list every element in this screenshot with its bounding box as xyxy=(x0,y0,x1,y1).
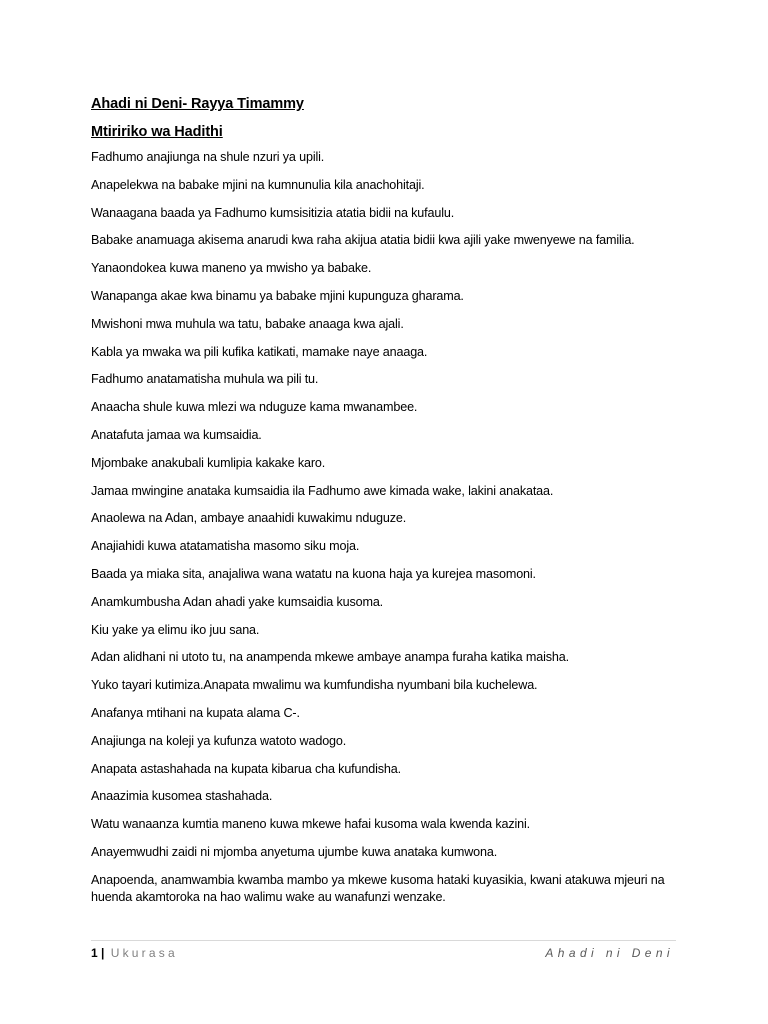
page-footer xyxy=(91,940,676,965)
summary-line: Mwishoni mwa muhula wa tatu, babake anaaga kwa ajali. xyxy=(91,316,404,331)
summary-line: Anaazimia kusomea stashahada. xyxy=(91,789,273,804)
plot-summary-list xyxy=(91,149,681,906)
summary-line: Kabla ya mwaka wa pili kufika katikati, mamake naye anaaga. xyxy=(91,344,428,359)
summary-line: Wanapanga akae kwa binamu ya babake mjini kupunguza gharama. xyxy=(91,288,464,303)
summary-line: Anatafuta jamaa wa kumsaidia. xyxy=(91,427,262,442)
document-body xyxy=(91,93,681,917)
summary-line: Anajiunga na koleji ya kufunza watoto wadogo. xyxy=(91,733,347,748)
document-title: Ahadi ni Deni- Rayya Timammy xyxy=(91,96,304,112)
summary-line: Babake anamuaga akisema anarudi kwa raha akijua atatia bidii kwa ajili yake mwenyewe na familia. xyxy=(91,233,635,248)
footer-separator: | xyxy=(101,946,105,960)
summary-line: Anapelekwa na babake mjini na kumnunulia kila anachohitaji. xyxy=(91,177,425,192)
summary-line: Jamaa mwingine anataka kumsaidia ila Fadhumo awe kimada wake, lakini anakataa. xyxy=(91,483,554,498)
page-label: Ukurasa xyxy=(110,946,178,960)
summary-line: Fadhumo anajiunga na shule nzuri ya upili. xyxy=(91,150,325,164)
summary-line: Anapoenda, anamwambia kwamba mambo ya mkewe kusoma hataki kuyasikia, kwani atakuwa mjeuri na huenda akamtoroka na hao walimu wake au wanafunzi wenzake. xyxy=(91,872,665,904)
summary-line: Yuko tayari kutimiza.Anapata mwalimu wa kumfundisha nyumbani bila kuchelewa. xyxy=(91,678,538,693)
summary-line: Anamkumbusha Adan ahadi yake kumsaidia kusoma. xyxy=(91,594,384,609)
page-number: 1 xyxy=(91,946,98,960)
summary-line: Yanaondokea kuwa maneno ya mwisho ya babake. xyxy=(91,261,372,276)
summary-line: Anapata astashahada na kupata kibarua cha kufundisha. xyxy=(91,761,401,776)
footer-page-info xyxy=(91,945,178,961)
summary-line: Adan alidhani ni utoto tu, na anampenda mkewe ambaye anampa furaha katika maisha. xyxy=(91,650,569,665)
summary-line: Baada ya miaka sita, anajaliwa wana watatu na kuona haja ya kurejea masomoni. xyxy=(91,566,536,581)
summary-line: Mjombake anakubali kumlipia kakake karo. xyxy=(91,455,326,470)
summary-line: Anafanya mtihani na kupata alama C-. xyxy=(91,705,300,720)
running-title: Ahadi ni Deni xyxy=(545,946,674,960)
summary-line: Fadhumo anatamatisha muhula wa pili tu. xyxy=(91,372,319,387)
summary-line: Anaacha shule kuwa mlezi wa nduguze kama mwanambee. xyxy=(91,400,418,415)
section-heading: Mtiririko wa Hadithi xyxy=(91,124,223,140)
summary-line: Watu wanaanza kumtia maneno kuwa mkewe hafai kusoma wala kwenda kazini. xyxy=(91,817,530,832)
summary-line: Anayemwudhi zaidi ni mjomba anyetuma ujumbe kuwa anataka kumwona. xyxy=(91,844,498,859)
summary-line: Wanaagana baada ya Fadhumo kumsisitizia atatia bidii na kufaulu. xyxy=(91,205,455,220)
summary-line: Anajiahidi kuwa atatamatisha masomo siku moja. xyxy=(91,539,360,554)
summary-line: Kiu yake ya elimu iko juu sana. xyxy=(91,622,260,637)
summary-line: Anaolewa na Adan, ambaye anaahidi kuwakimu nduguze. xyxy=(91,511,407,526)
